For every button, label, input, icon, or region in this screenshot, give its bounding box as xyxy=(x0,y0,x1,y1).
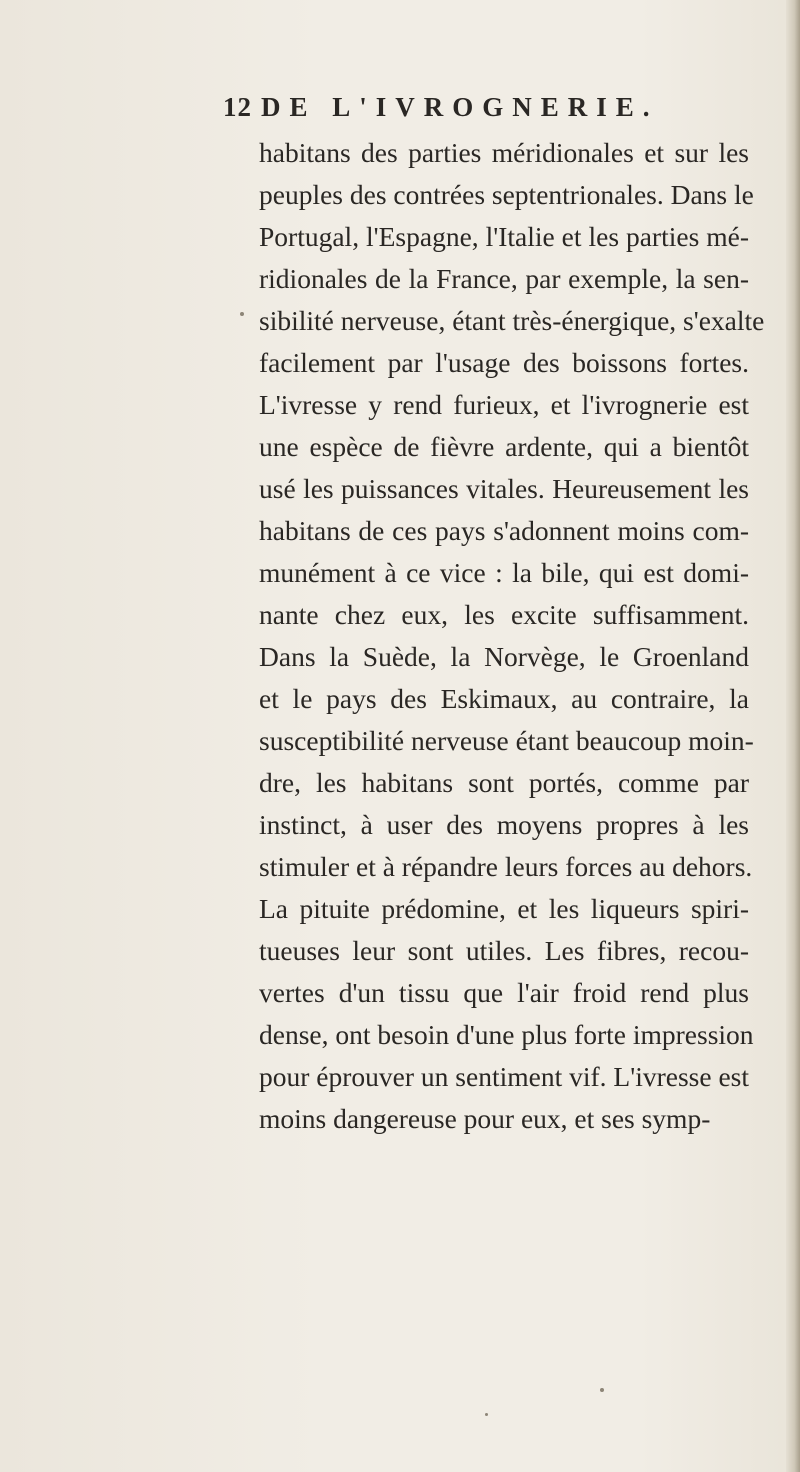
text-line: peuples des contrées septentrionales. Dans le xyxy=(259,179,754,210)
page-number: 12 xyxy=(223,92,252,122)
text-line: instinct, à user des moyens propres à les xyxy=(259,809,749,840)
text-line: facilement par l'usage des boissons fortes. xyxy=(259,347,749,378)
page-header xyxy=(223,92,673,128)
text-line: dre, les habitans sont portés, comme par xyxy=(259,767,749,798)
text-line: ridionales de la France, par exemple, la sen- xyxy=(259,263,749,294)
text-line: habitans de ces pays s'adonnent moins com- xyxy=(259,515,749,546)
text-line: et le pays des Eskimaux, au contraire, la xyxy=(259,683,749,714)
text-line: pour éprouver un sentiment vif. L'ivresse est xyxy=(259,1061,749,1092)
paper-speck xyxy=(485,1413,488,1416)
text-line: nante chez eux, les excite suffisamment. xyxy=(259,599,749,630)
text-line: vertes d'un tissu que l'air froid rend plus xyxy=(259,977,749,1008)
text-line: usé les puissances vitales. Heureusement les xyxy=(259,473,749,504)
text-line: stimuler et à répandre leurs forces au dehors. xyxy=(259,851,753,882)
text-line: habitans des parties méridionales et sur les xyxy=(259,137,749,168)
text-line: une espèce de fièvre ardente, qui a bientôt xyxy=(259,431,749,462)
paper-speck xyxy=(240,312,244,316)
text-line: Portugal, l'Espagne, l'Italie et les parties mé- xyxy=(259,221,749,252)
text-line: sibilité nerveuse, étant très-énergique, s'exalte xyxy=(259,305,765,336)
text-line: Dans la Suède, la Norvège, le Groenland xyxy=(259,641,749,672)
text-line: susceptibilité nerveuse étant beaucoup moin- xyxy=(259,725,754,756)
running-head: DE L'IVROGNERIE. xyxy=(261,92,659,122)
text-line: La pituite prédomine, et les liqueurs spiri- xyxy=(259,893,749,924)
paper-speck xyxy=(600,1388,604,1392)
body-text xyxy=(259,132,765,1140)
text-line: munément à ce vice : la bile, qui est domi- xyxy=(259,557,749,588)
text-line: moins dangereuse pour eux, et ses symp- xyxy=(259,1103,711,1134)
text-line: L'ivresse y rend furieux, et l'ivrognerie est xyxy=(259,389,749,420)
text-line: dense, ont besoin d'une plus forte impression xyxy=(259,1019,754,1050)
text-line: tueuses leur sont utiles. Les fibres, recou- xyxy=(259,935,749,966)
page-edge-shadow xyxy=(786,0,800,1472)
